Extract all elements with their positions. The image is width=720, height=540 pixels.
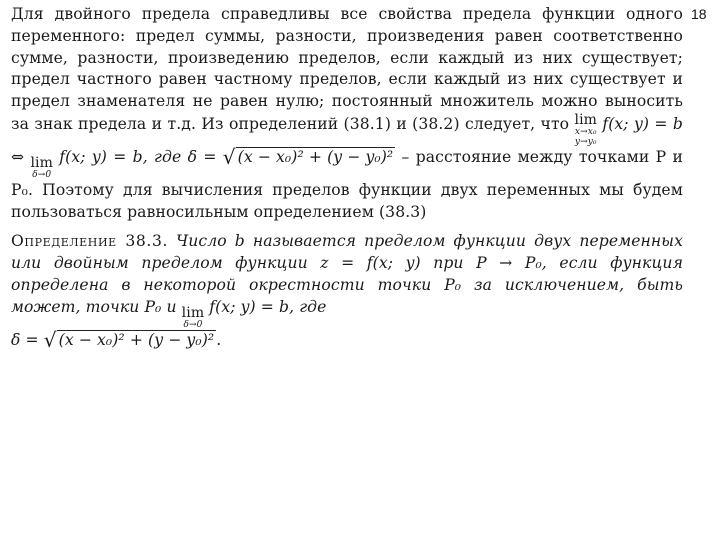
limit-equation: f(x; y) = b, где δ = <box>59 147 217 166</box>
limit-equation: f(x; y) = b ⇔ <box>11 115 683 166</box>
definition-block <box>11 231 683 351</box>
limit-word: lim <box>30 154 53 171</box>
limit-delta <box>30 156 53 180</box>
definition-end: . <box>216 330 222 349</box>
limit-word: lim <box>181 304 205 321</box>
limit-delta <box>182 306 205 330</box>
definition-text: f(x; y) = b, где <box>209 297 327 316</box>
definition-heading: Определение 38.3. <box>11 232 169 251</box>
sqrt-sign: √ <box>222 144 236 169</box>
limit-subscript: δ→0 <box>183 319 203 330</box>
paragraph-text: Для двойного предела справедливы все свойства предела функции одного переменного: предел суммы, разности, произведения равен соответственно сумме, разности, произведению пределов, если каждый из них существует; предел частного равен частному пределов, если каждый из них существует и предел знаменателя не равен нулю; постоянный множитель можно выносить за знак предела и т.д. Из определений (38.1) и (38.2) следует, что <box>11 5 683 134</box>
distance-formula: (x − x₀)² + (y − y₀)² <box>237 147 394 166</box>
paragraph-properties <box>11 4 683 223</box>
paragraph-text: – расстояние между точками P и P₀. Поэтому для вычисления пределов функции двух переменных мы будем пользоваться равносильным определением (38.3) <box>11 147 684 221</box>
limit-word: lim <box>574 111 598 128</box>
sqrt-sign: √ <box>43 327 57 352</box>
limit-subscript: x→x₀ <box>574 126 597 137</box>
limit-subscript: y→y₀ <box>574 136 597 147</box>
limit-xy <box>575 113 598 147</box>
limit-subscript: δ→0 <box>32 169 52 180</box>
distance-formula: (x − x₀)² + (y − y₀)² <box>58 330 215 349</box>
page-content <box>11 4 683 351</box>
delta-equation: δ = <box>11 330 39 349</box>
definition-text: Число b называется пределом функции двух переменных или двойным пределом функции z = f(x; y) при P → P₀, если функция определена в некоторой окрестности точки P₀ за исключением, быть может, точки P₀ и <box>11 232 683 316</box>
page-number: 18 <box>691 6 707 22</box>
